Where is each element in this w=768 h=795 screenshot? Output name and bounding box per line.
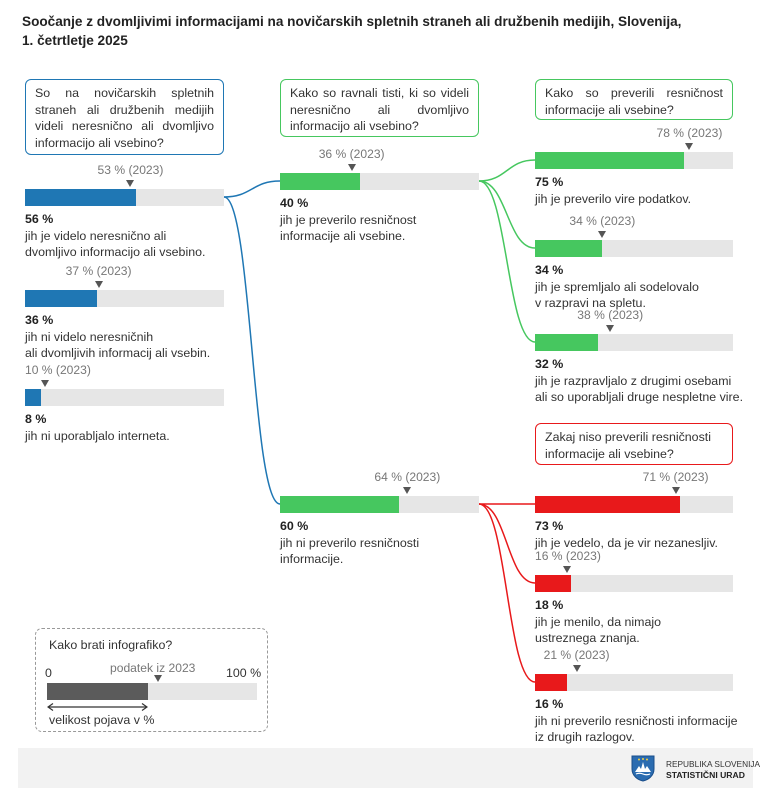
bar-track <box>25 389 224 406</box>
legend-bar-fill <box>47 683 148 700</box>
bar-track <box>25 189 224 206</box>
ref-marker <box>403 487 411 494</box>
legend-min-label: 0 <box>45 666 52 680</box>
legend-box <box>35 628 268 732</box>
question-text: Zakaj niso preverili resničnosti informacije ali vsebine? <box>545 430 711 461</box>
bar-label: jih ni preverilo resničnosti informacije iz drugih razlogov. <box>535 714 738 744</box>
connector-checked-to-offline <box>479 181 535 342</box>
ref-label: 36 % (2023) <box>318 147 385 161</box>
question-box-q4 <box>535 423 733 465</box>
double-arrow-icon <box>47 703 148 711</box>
ref-marker <box>672 487 680 494</box>
ref-marker <box>563 566 571 573</box>
bar-label: jih je razpravljalo z drugimi osebami ali so uporabljali druge nespletne vire. <box>535 374 744 404</box>
bar-block-seen <box>25 163 224 263</box>
value-label: 16 % <box>535 697 564 711</box>
question-box-q1 <box>25 79 224 155</box>
bar-fill <box>535 674 567 691</box>
question-text: Kako so preverili resničnost informacije ali vsebine? <box>545 86 723 117</box>
bar-block-checked <box>280 147 479 247</box>
bar-fill <box>535 334 598 351</box>
bar-fill <box>535 496 680 513</box>
ref-marker <box>348 164 356 171</box>
legend-bar-track <box>47 683 257 700</box>
value-label: 34 % <box>535 263 564 277</box>
connector-q1-to-checked <box>224 181 280 197</box>
connector-checked-to-discussion <box>479 181 535 248</box>
ref-marker <box>598 231 606 238</box>
bar-fill <box>280 496 399 513</box>
value-label: 56 % <box>25 212 54 226</box>
ref-label: 21 % (2023) <box>543 648 610 662</box>
ref-label: 71 % (2023) <box>642 470 709 484</box>
ref-label: 10 % (2023) <box>25 363 91 377</box>
value-label: 60 % <box>280 519 309 533</box>
bar-label: jih je spremljalo ali sodelovalo v razpravi na spletu. <box>535 280 699 310</box>
bar-block-offline <box>535 308 765 408</box>
legend-max-label: 100 % <box>226 666 262 680</box>
bar-label: jih je menilo, da nimajo ustreznega znanja. <box>535 615 662 645</box>
ref-label: 34 % (2023) <box>569 214 636 228</box>
value-label: 73 % <box>535 519 564 533</box>
bar-fill <box>25 389 41 406</box>
question-box-q2 <box>280 79 479 137</box>
connector-q1-to-not-checked <box>224 197 280 504</box>
value-label: 18 % <box>535 598 564 612</box>
question-text: Kako so ravnali tisti, ki so videli neresnično ali dvomljivo informacijo ali vsebino? <box>290 86 469 133</box>
bar-track <box>25 290 224 307</box>
bar-block-not-checked <box>280 470 479 570</box>
coat-of-arms-icon <box>630 755 656 782</box>
bar-block-sources <box>535 126 733 206</box>
bar-track <box>535 334 733 351</box>
bar-track <box>280 496 479 513</box>
bar-track <box>535 240 733 257</box>
bar-label: jih je preverilo resničnost informacije ali vsebine. <box>280 213 417 243</box>
title-line-1: Soočanje z dvomljivimi informacijami na novičarskih spletnih straneh ali družbenih medijih, Slovenija, <box>22 14 682 29</box>
bar-label: jih je preverilo vire podatkov. <box>535 192 692 206</box>
value-label: 75 % <box>535 175 564 189</box>
legend-ref-label: podatek iz 2023 <box>110 661 196 675</box>
ref-marker <box>126 180 134 187</box>
bar-track <box>280 173 479 190</box>
org-name-line-1: REPUBLIKA SLOVENIJA <box>666 759 761 769</box>
question-box-q3 <box>535 79 733 120</box>
bar-track <box>535 496 733 513</box>
bar-track <box>535 674 733 691</box>
bar-block-no-internet <box>25 363 224 453</box>
footer-bar <box>18 748 761 788</box>
bar-label: jih je videlo neresnično ali dvomljivo informacijo ali vsebino. <box>25 229 206 259</box>
ref-marker <box>606 325 614 332</box>
ref-label: 38 % (2023) <box>577 308 644 322</box>
bar-track <box>535 152 733 169</box>
legend-title: Kako brati infografiko? <box>49 638 173 652</box>
bar-block-discussion <box>535 214 733 314</box>
legend-size-label: velikost pojava v % <box>49 713 155 727</box>
bar-fill <box>535 575 571 592</box>
bar-label: jih ni videlo neresničnih ali dvomljivih informacij ali vsebin. <box>25 330 211 360</box>
bar-label: jih je vedelo, da je vir nezanesljiv. <box>535 536 718 550</box>
value-label: 32 % <box>535 357 564 371</box>
ref-label: 78 % (2023) <box>656 126 723 140</box>
title-line-2: 1. četrtletje 2025 <box>22 33 128 48</box>
org-name-line-2: STATISTIČNI URAD <box>666 770 745 780</box>
question-text: So na novičarskih spletnih straneh ali družbenih medijih videli neresnično ali dvomljivo informacijo ali vsebino? <box>35 86 214 150</box>
bar-track <box>535 575 733 592</box>
bar-fill <box>25 189 136 206</box>
ref-label: 53 % (2023) <box>97 163 164 177</box>
ref-marker <box>41 380 49 387</box>
bar-block-unreliable <box>535 470 733 550</box>
bar-fill <box>25 290 97 307</box>
bar-fill <box>535 240 602 257</box>
bar-fill <box>535 152 684 169</box>
ref-marker <box>685 143 693 150</box>
bar-label: jih ni uporabljalo interneta. <box>25 429 170 443</box>
bar-block-not-seen <box>25 264 224 364</box>
value-label: 8 % <box>25 412 47 426</box>
connector-notchecked-to-other <box>479 504 535 682</box>
bar-fill <box>280 173 360 190</box>
bar-label: jih ni preverilo resničnosti informacije. <box>280 536 420 566</box>
bar-block-other <box>535 648 760 748</box>
value-label: 36 % <box>25 313 54 327</box>
bar-block-no-knowledge <box>535 549 733 649</box>
ref-label: 64 % (2023) <box>374 470 441 484</box>
connector-checked-to-sources <box>479 160 535 181</box>
ref-label: 37 % (2023) <box>65 264 132 278</box>
ref-label: 16 % (2023) <box>535 549 601 563</box>
legend-ref-marker <box>154 675 162 682</box>
ref-marker <box>95 281 103 288</box>
connector-notchecked-to-noknowledge <box>479 504 535 583</box>
value-label: 40 % <box>280 196 309 210</box>
ref-marker <box>573 665 581 672</box>
